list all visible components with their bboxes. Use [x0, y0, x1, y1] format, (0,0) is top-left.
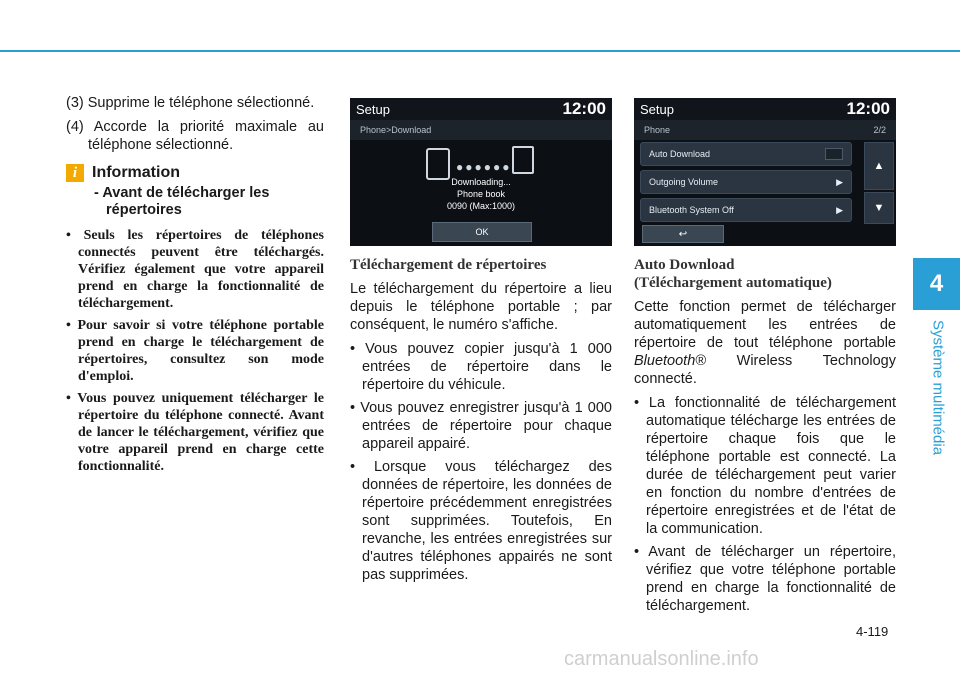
info-subtitle: - Avant de télécharger les répertoires: [94, 185, 270, 218]
setting-row-outgoing-volume[interactable]: [640, 170, 852, 194]
screen-breadcrumb: [634, 120, 896, 140]
breadcrumb-text: Phone: [644, 125, 671, 135]
row-label: Auto Download: [649, 149, 711, 159]
bullet: • Avant de télécharger un répertoire, vérifiez que votre téléphone portable prend en charge la fonctionnalité de téléchargement.: [634, 544, 896, 614]
ok-button[interactable]: OK: [432, 222, 532, 242]
scroll-down-button[interactable]: ▼: [864, 192, 894, 224]
back-button[interactable]: [642, 225, 724, 243]
download-status: [350, 176, 612, 212]
chapter-tab: 4: [913, 258, 960, 310]
screen-title: Setup: [356, 101, 390, 117]
list-item-3: (3) Supprime le téléphone sélectionné.: [66, 95, 315, 111]
breadcrumb-text: Phone>Download: [360, 125, 432, 135]
progress-dots-icon: ●●●●●●: [456, 160, 512, 174]
section-heading: Auto Download: [634, 257, 735, 273]
scroll-up-button[interactable]: ▲: [864, 142, 894, 190]
info-header: [66, 164, 324, 182]
bluetooth-brand: Bluetooth®: [634, 353, 706, 369]
list-item-4: (4) Accorde la priorité maximale au téléphone sélectionné.: [66, 119, 324, 153]
top-rule: [0, 50, 960, 52]
screen-clock: 12:00: [846, 99, 890, 118]
info-icon: i: [66, 164, 84, 182]
status-line: Downloading...: [451, 177, 511, 187]
left-column: [66, 94, 324, 480]
section-paragraph: [634, 298, 896, 388]
phonebook-icon: [512, 146, 534, 174]
middle-column: [350, 252, 612, 589]
bullet: • La fonctionnalité de téléchargement automatique télécharge les entrées de répertoire chaque fois que le téléphone portable est connecté. La durée de téléchargement peut varier en fonction du nombre d'entrées de répertoire enregistrées et de l'état de la communication.: [634, 395, 896, 537]
screen-clock: 12:00: [562, 99, 606, 118]
section-heading: Téléchargement de répertoires: [350, 257, 547, 273]
bullet: • Vous pouvez enregistrer jusqu'à 1 000 entrées de répertoire pour chaque appareil appairé.: [350, 400, 612, 452]
right-column: [634, 252, 896, 620]
info-bullet: • Pour savoir si votre téléphone portable prend en charge le téléchargement de répertoires, consultez son mode d'emploi.: [66, 318, 324, 384]
info-bullet: • Seuls les répertoires de téléphones connectés peuvent être téléchargés. Vérifiez également que votre appareil prend en charge la fonctionnalité de téléchargement.: [66, 228, 324, 311]
section-subheading: (Téléchargement automatique): [634, 275, 832, 291]
screen-header: [634, 98, 896, 120]
info-bullet: • Vous pouvez uniquement télécharger le répertoire du téléphone connecté. Avant de lancer le téléchargement, vérifiez que votre appareil prend en charge cette fonctionnalité.: [66, 391, 324, 474]
checkbox-icon[interactable]: [825, 148, 843, 160]
paragraph-text: Cette fonction permet de télécharger automatiquement les entrées de répertoire de tout téléphone portable: [634, 299, 896, 351]
section-paragraph: Le téléchargement du répertoire a lieu depuis le téléphone portable ; par conséquent, le numéro s'affiche.: [350, 281, 612, 333]
screen-header: [350, 98, 612, 120]
bullet: • Lorsque vous téléchargez des données de répertoire, les données de répertoire précédemment enregistrées sont supprimées. Toutefois, En revanche, les entrées enregistrées sur d'autres téléphones appairés ne sont pas supprimées.: [350, 459, 612, 583]
setting-row-auto-download[interactable]: [640, 142, 852, 166]
paragraph-text: Wireless Technology connecté.: [634, 353, 896, 387]
phone-settings-screenshot: [634, 98, 896, 246]
page-number: 4-119: [856, 624, 889, 639]
chevron-right-icon: ▶: [836, 176, 843, 187]
bullet: • Vous pouvez copier jusqu'à 1 000 entrées de répertoire dans le répertoire du véhicule.: [350, 341, 612, 393]
setting-row-bluetooth-off[interactable]: [640, 198, 852, 222]
settings-list: [634, 138, 858, 226]
chevron-right-icon: ▶: [836, 204, 843, 215]
row-label: Bluetooth System Off: [649, 205, 734, 215]
page-indicator: 2/2: [873, 125, 886, 135]
screen-breadcrumb: [350, 120, 612, 140]
info-title: Information: [92, 164, 180, 181]
download-screenshot: [350, 98, 612, 246]
chapter-title: Système multimédia: [929, 320, 947, 456]
screen-title: Setup: [640, 101, 674, 117]
watermark: carmanualsonline.info: [564, 648, 759, 670]
status-line: Phone book: [456, 189, 506, 199]
row-label: Outgoing Volume: [649, 177, 719, 187]
back-arrow-icon: ↩: [678, 228, 688, 240]
status-count: 0090 (Max:1000): [446, 201, 516, 211]
